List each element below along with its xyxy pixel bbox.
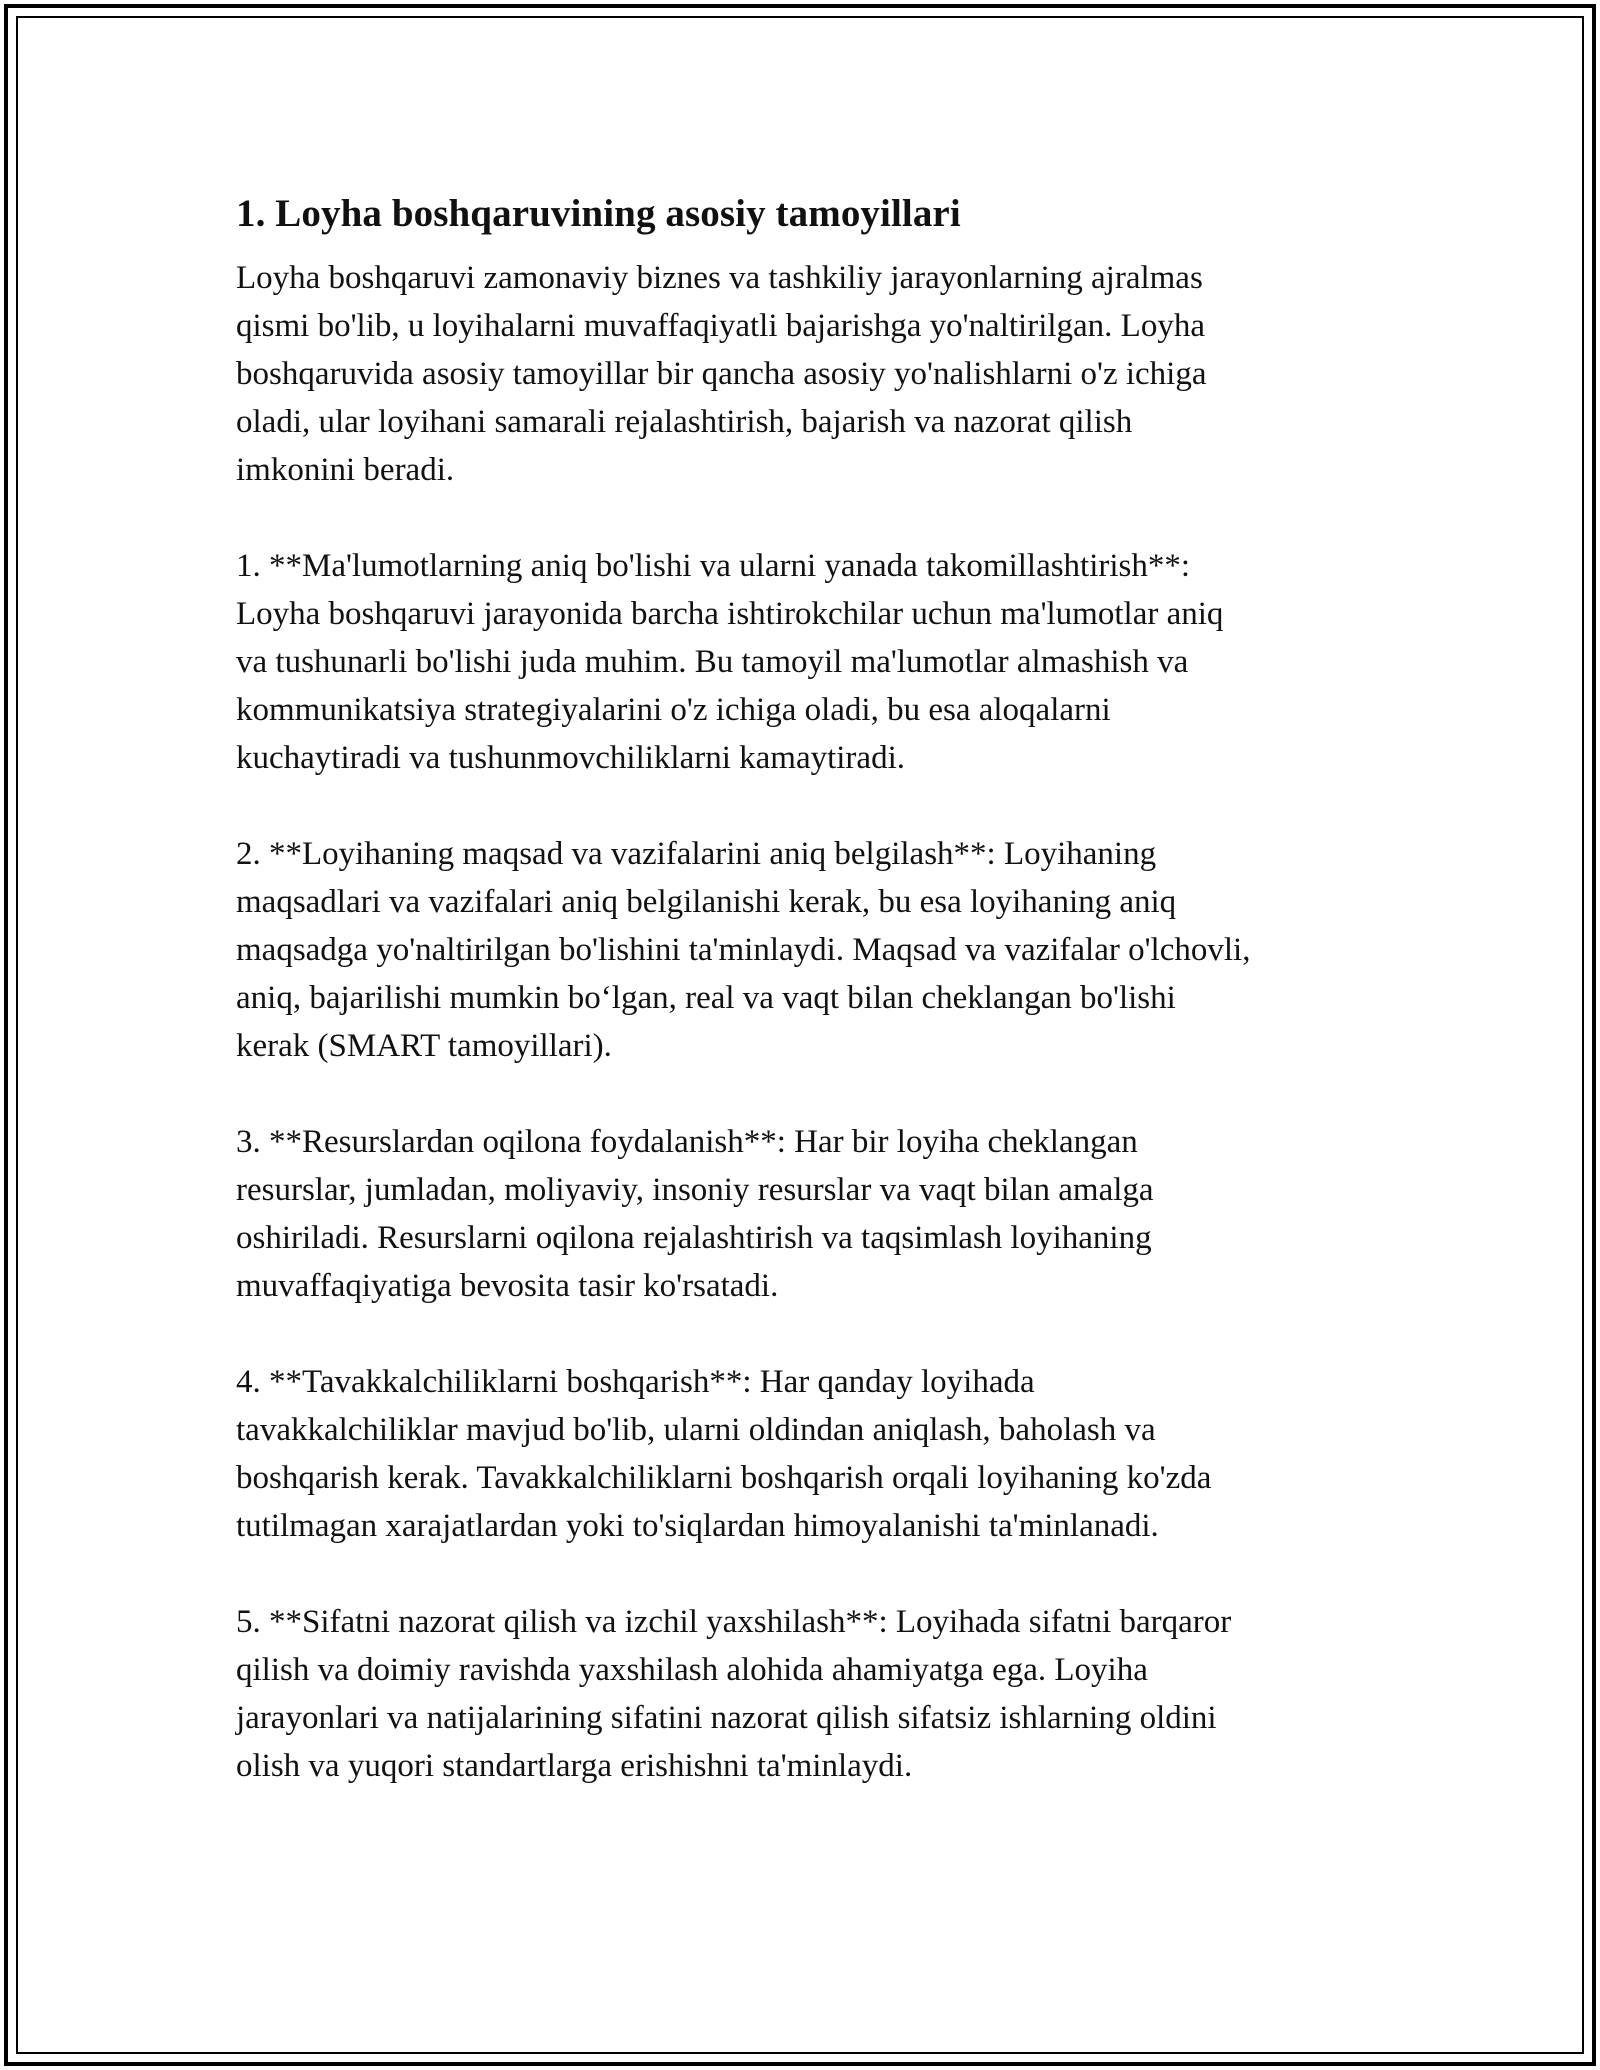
principle-item-2: 2. **Loyihaning maqsad va vazifalarini aniq belgilash**: Loyihaning maqsadlari va vazifalari aniq belgilanishi kerak, bu esa loyihaning aniq maqsadga yo'naltirilgan bo'lishini ta'minlaydi. Maqsad va vazifalar o'lchovli, aniq, bajarilishi mumkin bo‘lgan, real va vaqt bilan cheklangan bo'lishi kerak (SMART tamoyillari). — [236, 836, 1251, 1064]
principle-item-3: 3. **Resurslardan oqilona foydalanish**: Har bir loyiha cheklangan resurslar, jumladan, moliyaviy, insoniy resurslar va vaqt bilan amalga oshiriladi. Resurslarni oqilona rejalashtirish va taqsimlash loyihaning muvaffaqiyatiga bevosita tasir ko'rsatadi. — [236, 1124, 1154, 1304]
section-heading: 1. Loyha boshqaruvining asosiy tamoyillari — [236, 192, 961, 235]
document-body — [236, 186, 1386, 1790]
principle-item-1: 1. **Ma'lumotlarning aniq bo'lishi va ularni yanada takomillashtirish**: Loyha boshqaruvi jarayonida barcha ishtirokchilar uchun ma'lumotlar aniq va tushunarli bo'lishi juda muhim. Bu tamoyil ma'lumotlar almashish va kommunikatsiya strategiyalarini o'z ichiga oladi, bu esa aloqalarni kuchaytiradi va tushunmovchiliklarni kamaytiradi. — [236, 548, 1224, 776]
principle-item-5: 5. **Sifatni nazorat qilish va izchil yaxshilash**: Loyihada sifatni barqaror qilish va doimiy ravishda yaxshilash alohida ahamiyatga ega. Loyiha jarayonlari va natijalarining sifatini nazorat qilish sifatsiz ishlarning oldini olish va yuqori standartlarga erishishni ta'minlaydi. — [236, 1604, 1232, 1784]
intro-paragraph: Loyha boshqaruvi zamonaviy biznes va tashkiliy jarayonlarning ajralmas qismi bo'lib, u loyihalarni muvaffaqiyatli bajarishga yo'naltirilgan. Loyha boshqaruvida asosiy tamoyillar bir qancha asosiy yo'nalishlarni o'z ichiga oladi, ular loyihani samarali rejalashtirish, bajarish va nazorat qilish imkonini beradi. — [236, 260, 1207, 488]
principle-item-4: 4. **Tavakkalchiliklarni boshqarish**: Har qanday loyihada tavakkalchiliklar mavjud bo'lib, ularni oldindan aniqlash, baholash va boshqarish kerak. Tavakkalchiliklarni boshqarish orqali loyihaning ko'zda tutilmagan xarajatlardan yoki to'siqlardan himoyalanishi ta'minlanadi. — [236, 1364, 1212, 1544]
